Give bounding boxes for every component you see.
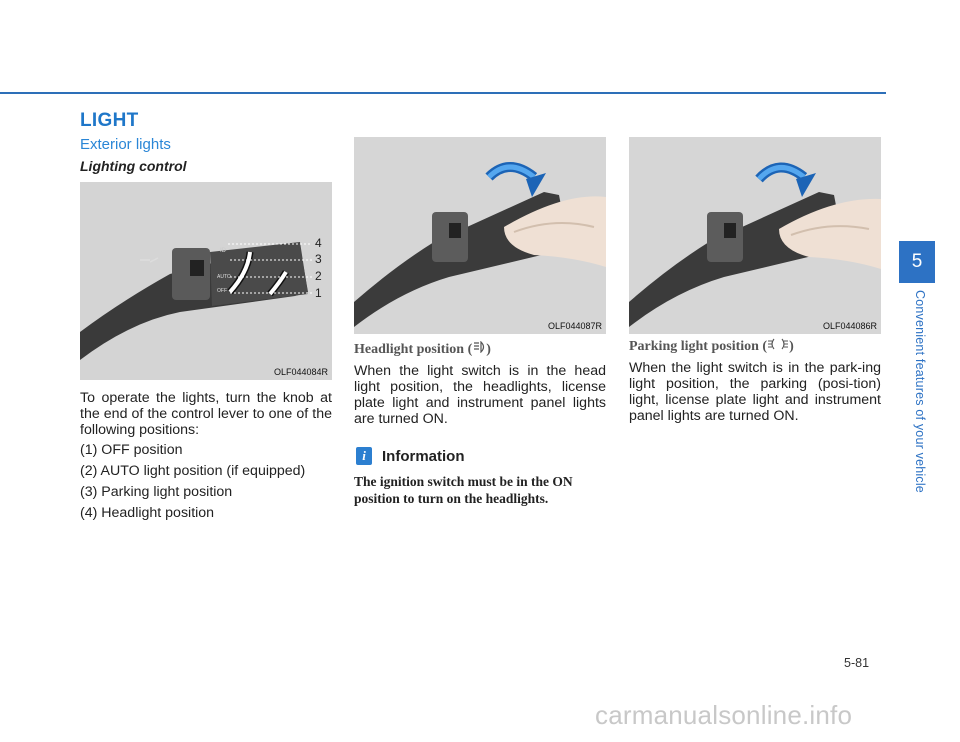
list-item: (2) AUTO light position (if equipped): [80, 463, 306, 479]
svg-text:OFF: OFF: [217, 288, 227, 294]
subsection-title: Exterior lights: [80, 136, 171, 153]
parking-light-icon: [767, 339, 789, 354]
position-label-4: 4: [315, 236, 322, 250]
parking-light-paragraph: When the light switch is in the park-ing light position, the parking (posi-tion) light, license plate light and instrument panel lights are turned ON.: [629, 360, 881, 424]
svg-text:ID: ID: [220, 248, 226, 254]
page-number: 5-81: [844, 656, 870, 670]
lever-diagram-image: [80, 182, 332, 380]
image-caption: OLF044087R: [547, 321, 602, 331]
information-text: The ignition switch must be in the ON position to turn on the headlights.: [354, 474, 573, 506]
parking-light-heading: Parking light position ( ): [629, 339, 794, 354]
position-label-1: 1: [315, 286, 322, 300]
headlight-position-image: [354, 137, 606, 334]
intro-text: To operate the lights, turn the knob at the end of the control lever to one of the following positions:: [80, 390, 332, 438]
list-item: (3) Parking light position: [80, 484, 233, 500]
image-caption: OLF044086R: [822, 321, 877, 331]
image-caption: OLF044084R: [273, 367, 328, 377]
position-label-2: 2: [315, 269, 322, 283]
section-title: LIGHT: [80, 110, 139, 131]
watermark: carmanualsonline.info: [595, 700, 853, 730]
intro-paragraph: [80, 390, 332, 438]
headlight-icon: [472, 342, 486, 357]
light-switch-lever-illustration: [80, 182, 332, 380]
svg-text:AUTO: AUTO: [217, 274, 231, 280]
list-item: (1) OFF position: [80, 442, 183, 458]
headlight-paragraph: When the light switch is in the head light position, the headlights, license plate light and instrument panel lights are turned ON.: [354, 363, 606, 427]
header-rule: [0, 92, 886, 94]
hand-turning-knob-illustration: [629, 137, 881, 334]
info-icon: i: [356, 447, 372, 465]
position-label-3: 3: [315, 252, 322, 266]
positions-list: [80, 440, 340, 524]
headlight-heading: Headlight position ( ): [354, 342, 491, 357]
parking-light-position-image: [629, 137, 881, 334]
list-item: (4) Headlight position: [80, 505, 215, 521]
chapter-number-tab: 5: [899, 241, 935, 283]
topic-title: Lighting control: [80, 158, 187, 174]
information-heading: Information: [382, 448, 465, 465]
hand-turning-knob-illustration: [354, 137, 606, 334]
